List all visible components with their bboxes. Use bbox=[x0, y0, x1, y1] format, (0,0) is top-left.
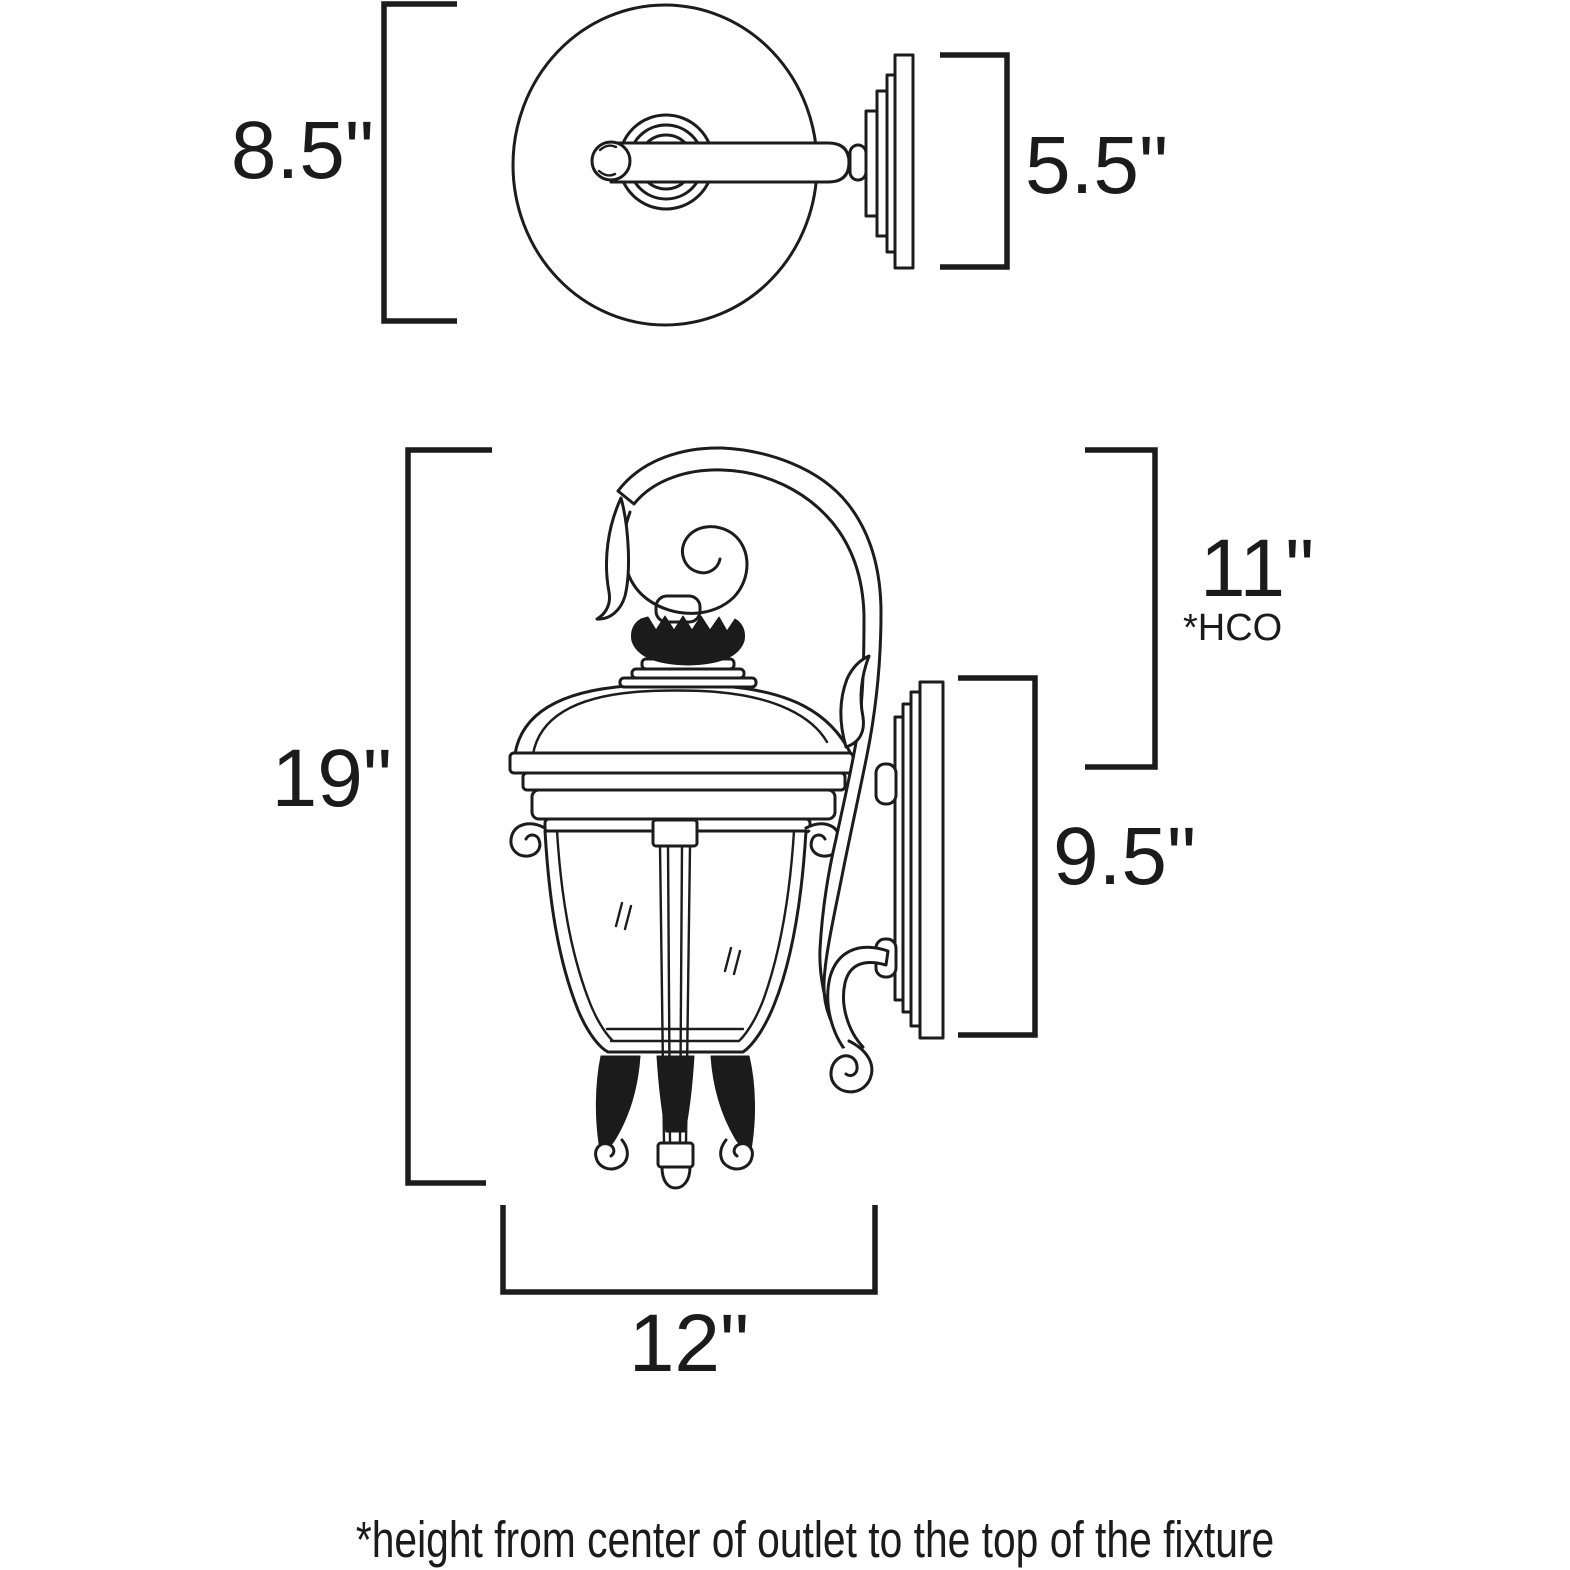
foot-curl-right bbox=[721, 1140, 753, 1169]
arm-top-view bbox=[611, 143, 849, 182]
strap-top-block bbox=[653, 820, 697, 846]
brim-band-1 bbox=[510, 753, 853, 773]
bottom-finial-block bbox=[658, 1143, 693, 1167]
dim-backplate-depth bbox=[940, 55, 1168, 267]
lantern-dome bbox=[515, 685, 851, 755]
dim-outlet-to-top bbox=[1085, 450, 1314, 767]
footnote: *height from center of outlet to the top of the fixture bbox=[355, 1510, 1275, 1569]
brim-band-2 bbox=[523, 773, 845, 790]
scroll-tail-leaf bbox=[597, 498, 628, 619]
finial-crown bbox=[631, 616, 744, 665]
foot-curl-left bbox=[596, 1140, 628, 1169]
dim-label-9-5: 9.5" bbox=[1053, 811, 1197, 902]
bottom-finial-knob bbox=[662, 1167, 690, 1188]
arm-knob bbox=[850, 145, 866, 180]
dim-fixture-width bbox=[503, 1205, 875, 1389]
dim-label-11: 11" bbox=[1200, 523, 1315, 614]
brim-drum bbox=[532, 790, 835, 819]
wall-plate-body bbox=[920, 682, 943, 1038]
backplate-body bbox=[895, 55, 913, 268]
dim-fixture-height bbox=[272, 450, 492, 1183]
dim-bracket-11 bbox=[1085, 450, 1155, 767]
dim-bracket-5-5 bbox=[940, 55, 1007, 267]
dim-bracket-19 bbox=[408, 450, 492, 1183]
glass-body bbox=[545, 831, 806, 1052]
dim-bracket-8-5 bbox=[384, 4, 457, 321]
volute-left bbox=[511, 824, 545, 856]
foot-right bbox=[711, 1056, 755, 1151]
side-view bbox=[272, 448, 1315, 1389]
dim-sublabel-hco: *HCO bbox=[1183, 607, 1283, 649]
foot-left bbox=[596, 1056, 640, 1151]
support-scroll bbox=[828, 947, 888, 1058]
dim-label-12: 12" bbox=[628, 1298, 750, 1389]
dim-top-view-height bbox=[231, 4, 457, 321]
top-view bbox=[231, 4, 1168, 325]
dim-backplate-height bbox=[958, 678, 1196, 1035]
dim-bracket-9-5 bbox=[958, 678, 1035, 1035]
dim-label-8-5: 8.5" bbox=[230, 105, 374, 196]
mount-bolt-upper bbox=[876, 764, 896, 804]
dim-label-19: 19" bbox=[271, 733, 392, 824]
backplate-step-1 bbox=[866, 111, 877, 216]
dim-bracket-12 bbox=[503, 1205, 875, 1292]
dim-label-5-5: 5.5" bbox=[1025, 120, 1169, 211]
